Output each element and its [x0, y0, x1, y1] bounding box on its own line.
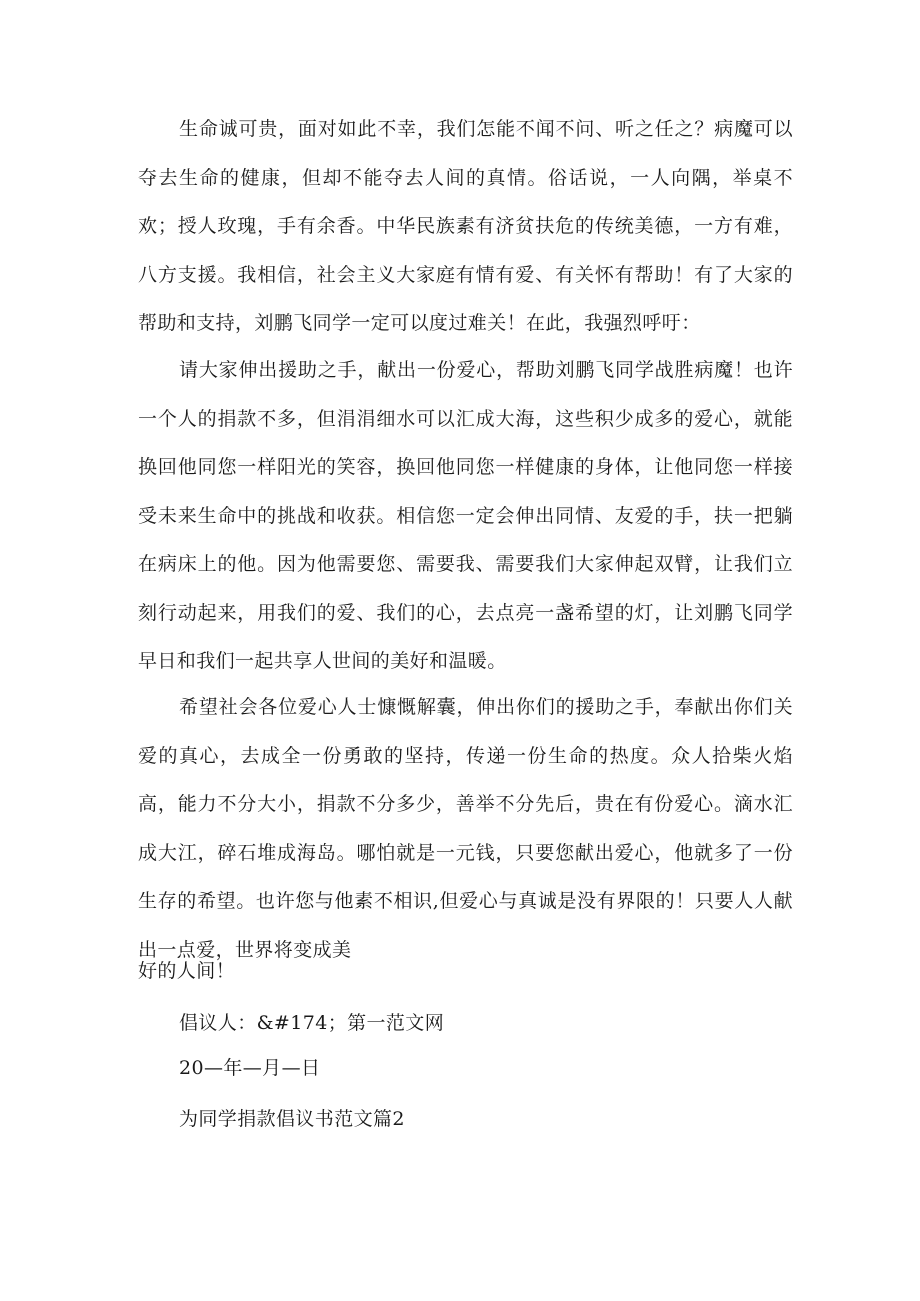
- body-paragraph-2: 请大家伸出援助之手，献出一份爱心，帮助刘鹏飞同学战胜病魔！也许一个人的捐款不多，但涓涓细水可以汇成大海，这些积少成多的爱心，就能换回他同您一样阳光的笑容，换回他同您一样健康的身体，让他同您一样接受未来生命中的挑战和收获。相信您一定会伸出同情、友爱的手，扶一把躺在病床上的他。因为他需要您、需要我、需要我们大家伸起双臂，让我们立刻行动起来，用我们的爱、我们的心，去点亮一盏希望的灯，让刘鹏飞同学早日和我们一起共享人世间的美好和温暖。: [138, 359, 793, 672]
- date-line: 20—年—月—日: [179, 1057, 321, 1079]
- body-paragraph-1: 生命诚可贵，面对如此不幸，我们怎能不闻不问、听之任之？病魔可以夺去生命的健康，但却不能夺去人间的真情。俗话说，一人向隅，举桌不欢；授人玫瑰，手有余香。中华民族素有济贫扶危的传统美德，一方有难，八方支援。我相信，社会主义大家庭有情有爱、有关怀有帮助！有了大家的帮助和支持，刘鹏飞同学一定可以度过难关！在此，我强烈呼吁：: [138, 118, 793, 334]
- next-section-title: 为同学捐款倡议书范文篇2: [179, 1108, 405, 1130]
- body-paragraph-3: 希望社会各位爱心人士慷慨解囊，伸出你们的援助之手，奉献出你们关爱的真心，去成全一份勇敢的坚持，传递一份生命的热度。众人拾柴火焰高，能力不分大小，捐款不分多少，善举不分先后，贵在有份爱心。滴水汇成大江，碎石堆成海岛。哪怕就是一元钱，只要您献出爱心，他就多了一份生存的希望。也许您与他素不相识,但爱心与真诚是没有界限的！只要人人献出一点爱，世界将变成美: [138, 696, 793, 961]
- signer-line: 倡议人：&#174；第一范文网: [179, 1012, 445, 1034]
- body-paragraph-3-tail: 好的人间！: [138, 960, 236, 982]
